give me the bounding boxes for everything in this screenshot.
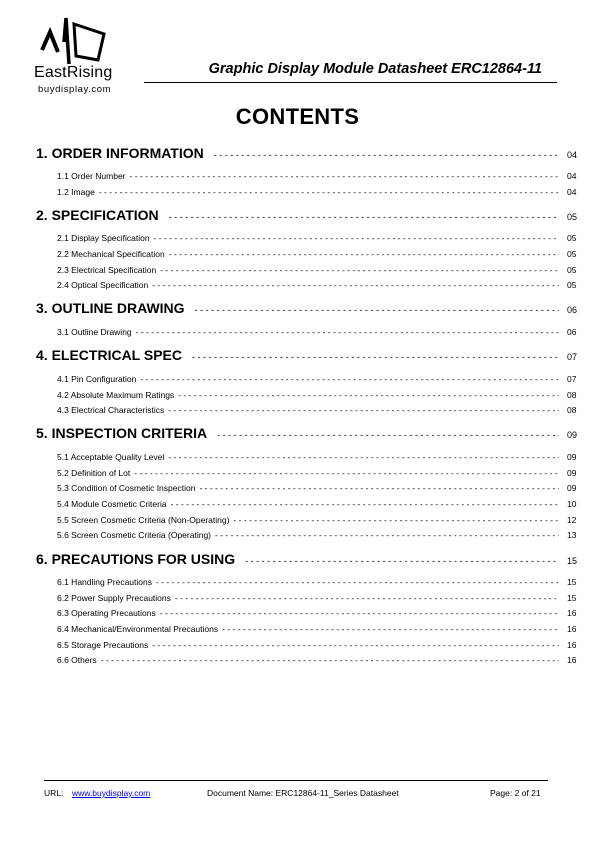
toc-label: 6.1 Handling Precautions	[57, 577, 152, 587]
toc-label: 1. ORDER INFORMATION	[36, 145, 204, 161]
dot-leader	[199, 483, 559, 493]
dot-leader	[160, 265, 559, 275]
toc-label: 5.1 Acceptable Quality Level	[57, 452, 165, 462]
toc-label: 5. INSPECTION CRITERIA	[36, 425, 208, 441]
toc-entry-sub[interactable]	[0, 530, 595, 540]
toc-entry-sub[interactable]	[0, 483, 595, 493]
toc-page-number: 06	[567, 327, 577, 337]
toc-label: 6.5 Storage Precautions	[57, 640, 149, 650]
toc-label: 2.4 Optical Specification	[57, 280, 149, 290]
toc-page-number: 09	[567, 483, 577, 493]
website-link[interactable]: www.buydisplay.com	[72, 788, 151, 798]
footer-url[interactable]	[72, 788, 150, 798]
toc-page-number: 15	[567, 577, 577, 587]
toc-page-number: 09	[567, 452, 577, 462]
toc-label: 5.5 Screen Cosmetic Criteria (Non-Operating)	[57, 515, 230, 525]
toc-label: 2.3 Electrical Specification	[57, 265, 157, 275]
footer-url-label: URL:	[44, 788, 64, 798]
toc-entry-main[interactable]	[0, 207, 595, 223]
dot-leader	[195, 305, 559, 315]
dot-leader	[136, 327, 559, 337]
toc-entry-sub[interactable]	[0, 499, 595, 509]
toc-page-number: 15	[567, 593, 577, 603]
toc-page-number: 09	[567, 468, 577, 478]
dot-leader	[171, 499, 559, 509]
eastrising-logo	[34, 14, 124, 96]
toc-page-number: 16	[567, 608, 577, 618]
toc-page-number: 16	[567, 624, 577, 634]
toc-entry-main[interactable]	[0, 300, 595, 316]
toc-label: 3. OUTLINE DRAWING	[36, 300, 185, 316]
toc-page-number: 04	[567, 171, 577, 181]
toc-label: 5.3 Condition of Cosmetic Inspection	[57, 483, 196, 493]
toc-label: 5.6 Screen Cosmetic Criteria (Operating)	[57, 530, 212, 540]
dot-leader	[169, 212, 559, 222]
toc-page-number: 08	[567, 405, 577, 415]
toc-page-number: 12	[567, 515, 577, 525]
dot-leader	[134, 468, 559, 478]
toc-page-number: 04	[567, 187, 577, 197]
footer-divider	[44, 780, 548, 781]
toc-entry-main[interactable]	[0, 551, 595, 567]
toc-page-number: 04	[567, 150, 578, 160]
toc-label: 3.1 Outline Drawing	[57, 327, 132, 337]
toc-label: 1.1 Order Number	[57, 171, 126, 181]
toc-entry-main[interactable]	[0, 347, 595, 363]
dot-leader	[217, 430, 559, 440]
toc-page-number: 16	[567, 655, 577, 665]
toc-entry-sub[interactable]	[0, 608, 595, 618]
dot-leader	[178, 390, 559, 400]
toc-label: 6. PRECAUTIONS FOR USING	[36, 551, 236, 567]
toc-label: 6.4 Mechanical/Environmental Precautions	[57, 624, 219, 634]
toc-page-number: 09	[567, 430, 578, 440]
toc-label: 6.2 Power Supply Precautions	[57, 593, 171, 603]
toc-entry-sub[interactable]	[0, 624, 595, 634]
toc-entry-sub[interactable]	[0, 187, 595, 197]
header-divider	[144, 82, 557, 83]
dot-leader	[130, 171, 560, 181]
toc-entry-sub[interactable]	[0, 265, 595, 275]
toc-label: 2. SPECIFICATION	[36, 207, 159, 223]
toc-entry-sub[interactable]	[0, 577, 595, 587]
dot-leader	[154, 233, 559, 243]
toc-entry-sub[interactable]	[0, 171, 595, 181]
logo-mark-icon	[38, 14, 108, 66]
toc-page-number: 15	[567, 556, 578, 566]
toc-page-number: 05	[567, 265, 577, 275]
toc-entry-sub[interactable]	[0, 327, 595, 337]
toc-entry-sub[interactable]	[0, 452, 595, 462]
logo-name: EastRising	[34, 64, 113, 81]
toc-page-number: 08	[567, 390, 577, 400]
toc-entry-sub[interactable]	[0, 640, 595, 650]
dot-leader	[168, 405, 559, 415]
toc-entry-sub[interactable]	[0, 515, 595, 525]
toc-page-number: 06	[567, 305, 578, 315]
dot-leader	[192, 352, 559, 362]
toc-page-number: 05	[567, 249, 577, 259]
dot-leader	[152, 640, 559, 650]
toc-entry-sub[interactable]	[0, 468, 595, 478]
toc-label: 6.3 Operating Precautions	[57, 608, 156, 618]
footer-page-number: Page: 2 of 21	[490, 788, 541, 798]
toc-label: 4.3 Electrical Characteristics	[57, 405, 165, 415]
toc-label: 5.2 Definition of Lot	[57, 468, 131, 478]
toc-label: 4. ELECTRICAL SPEC	[36, 347, 182, 363]
toc-entry-sub[interactable]	[0, 405, 595, 415]
dot-leader	[222, 624, 559, 634]
dot-leader	[233, 515, 559, 525]
toc-label: 6.6 Others	[57, 655, 97, 665]
toc-label: 2.1 Display Specification	[57, 233, 150, 243]
dot-leader	[156, 577, 559, 587]
toc-page-number: 16	[567, 640, 577, 650]
toc-entry-main[interactable]	[0, 145, 595, 161]
toc-entry-sub[interactable]	[0, 233, 595, 243]
toc-entry-sub[interactable]	[0, 655, 595, 665]
toc-page-number: 07	[567, 352, 578, 362]
dot-leader	[168, 452, 559, 462]
toc-label: 4.2 Absolute Maximum Ratings	[57, 390, 175, 400]
dot-leader	[215, 530, 559, 540]
toc-entry-sub[interactable]	[0, 390, 595, 400]
toc-page-number: 05	[567, 212, 578, 222]
contents-heading: CONTENTS	[235, 104, 360, 129]
dot-leader	[101, 655, 559, 665]
dot-leader	[175, 593, 559, 603]
toc-label: 4.1 Pin Configuration	[57, 374, 137, 384]
logo-url: buydisplay.com	[38, 84, 112, 95]
dot-leader	[99, 187, 559, 197]
dot-leader	[169, 249, 559, 259]
toc-entry-sub[interactable]	[0, 374, 595, 384]
dot-leader	[214, 150, 559, 160]
dot-leader	[152, 280, 559, 290]
toc-entry-main[interactable]	[0, 425, 595, 441]
document-title: Graphic Display Module Datasheet ERC12864-11	[208, 61, 542, 77]
toc-label: 1.2 Image	[57, 187, 95, 197]
dot-leader	[160, 608, 559, 618]
toc-page-number: 07	[567, 374, 577, 384]
toc-entry-sub[interactable]	[0, 249, 595, 259]
toc-label: 5.4 Module Cosmetic Criteria	[57, 499, 167, 509]
toc-entry-sub[interactable]	[0, 280, 595, 290]
toc-page-number: 10	[567, 499, 577, 509]
toc-entry-sub[interactable]	[0, 593, 595, 603]
footer-document-name: Document Name: ERC12864-11_Series Datasheet	[207, 788, 399, 798]
toc-page-number: 05	[567, 280, 577, 290]
dot-leader	[245, 556, 559, 566]
toc-page-number: 05	[567, 233, 577, 243]
toc-label: 2.2 Mechanical Specification	[57, 249, 165, 259]
dot-leader	[140, 374, 559, 384]
toc-page-number: 13	[567, 530, 577, 540]
